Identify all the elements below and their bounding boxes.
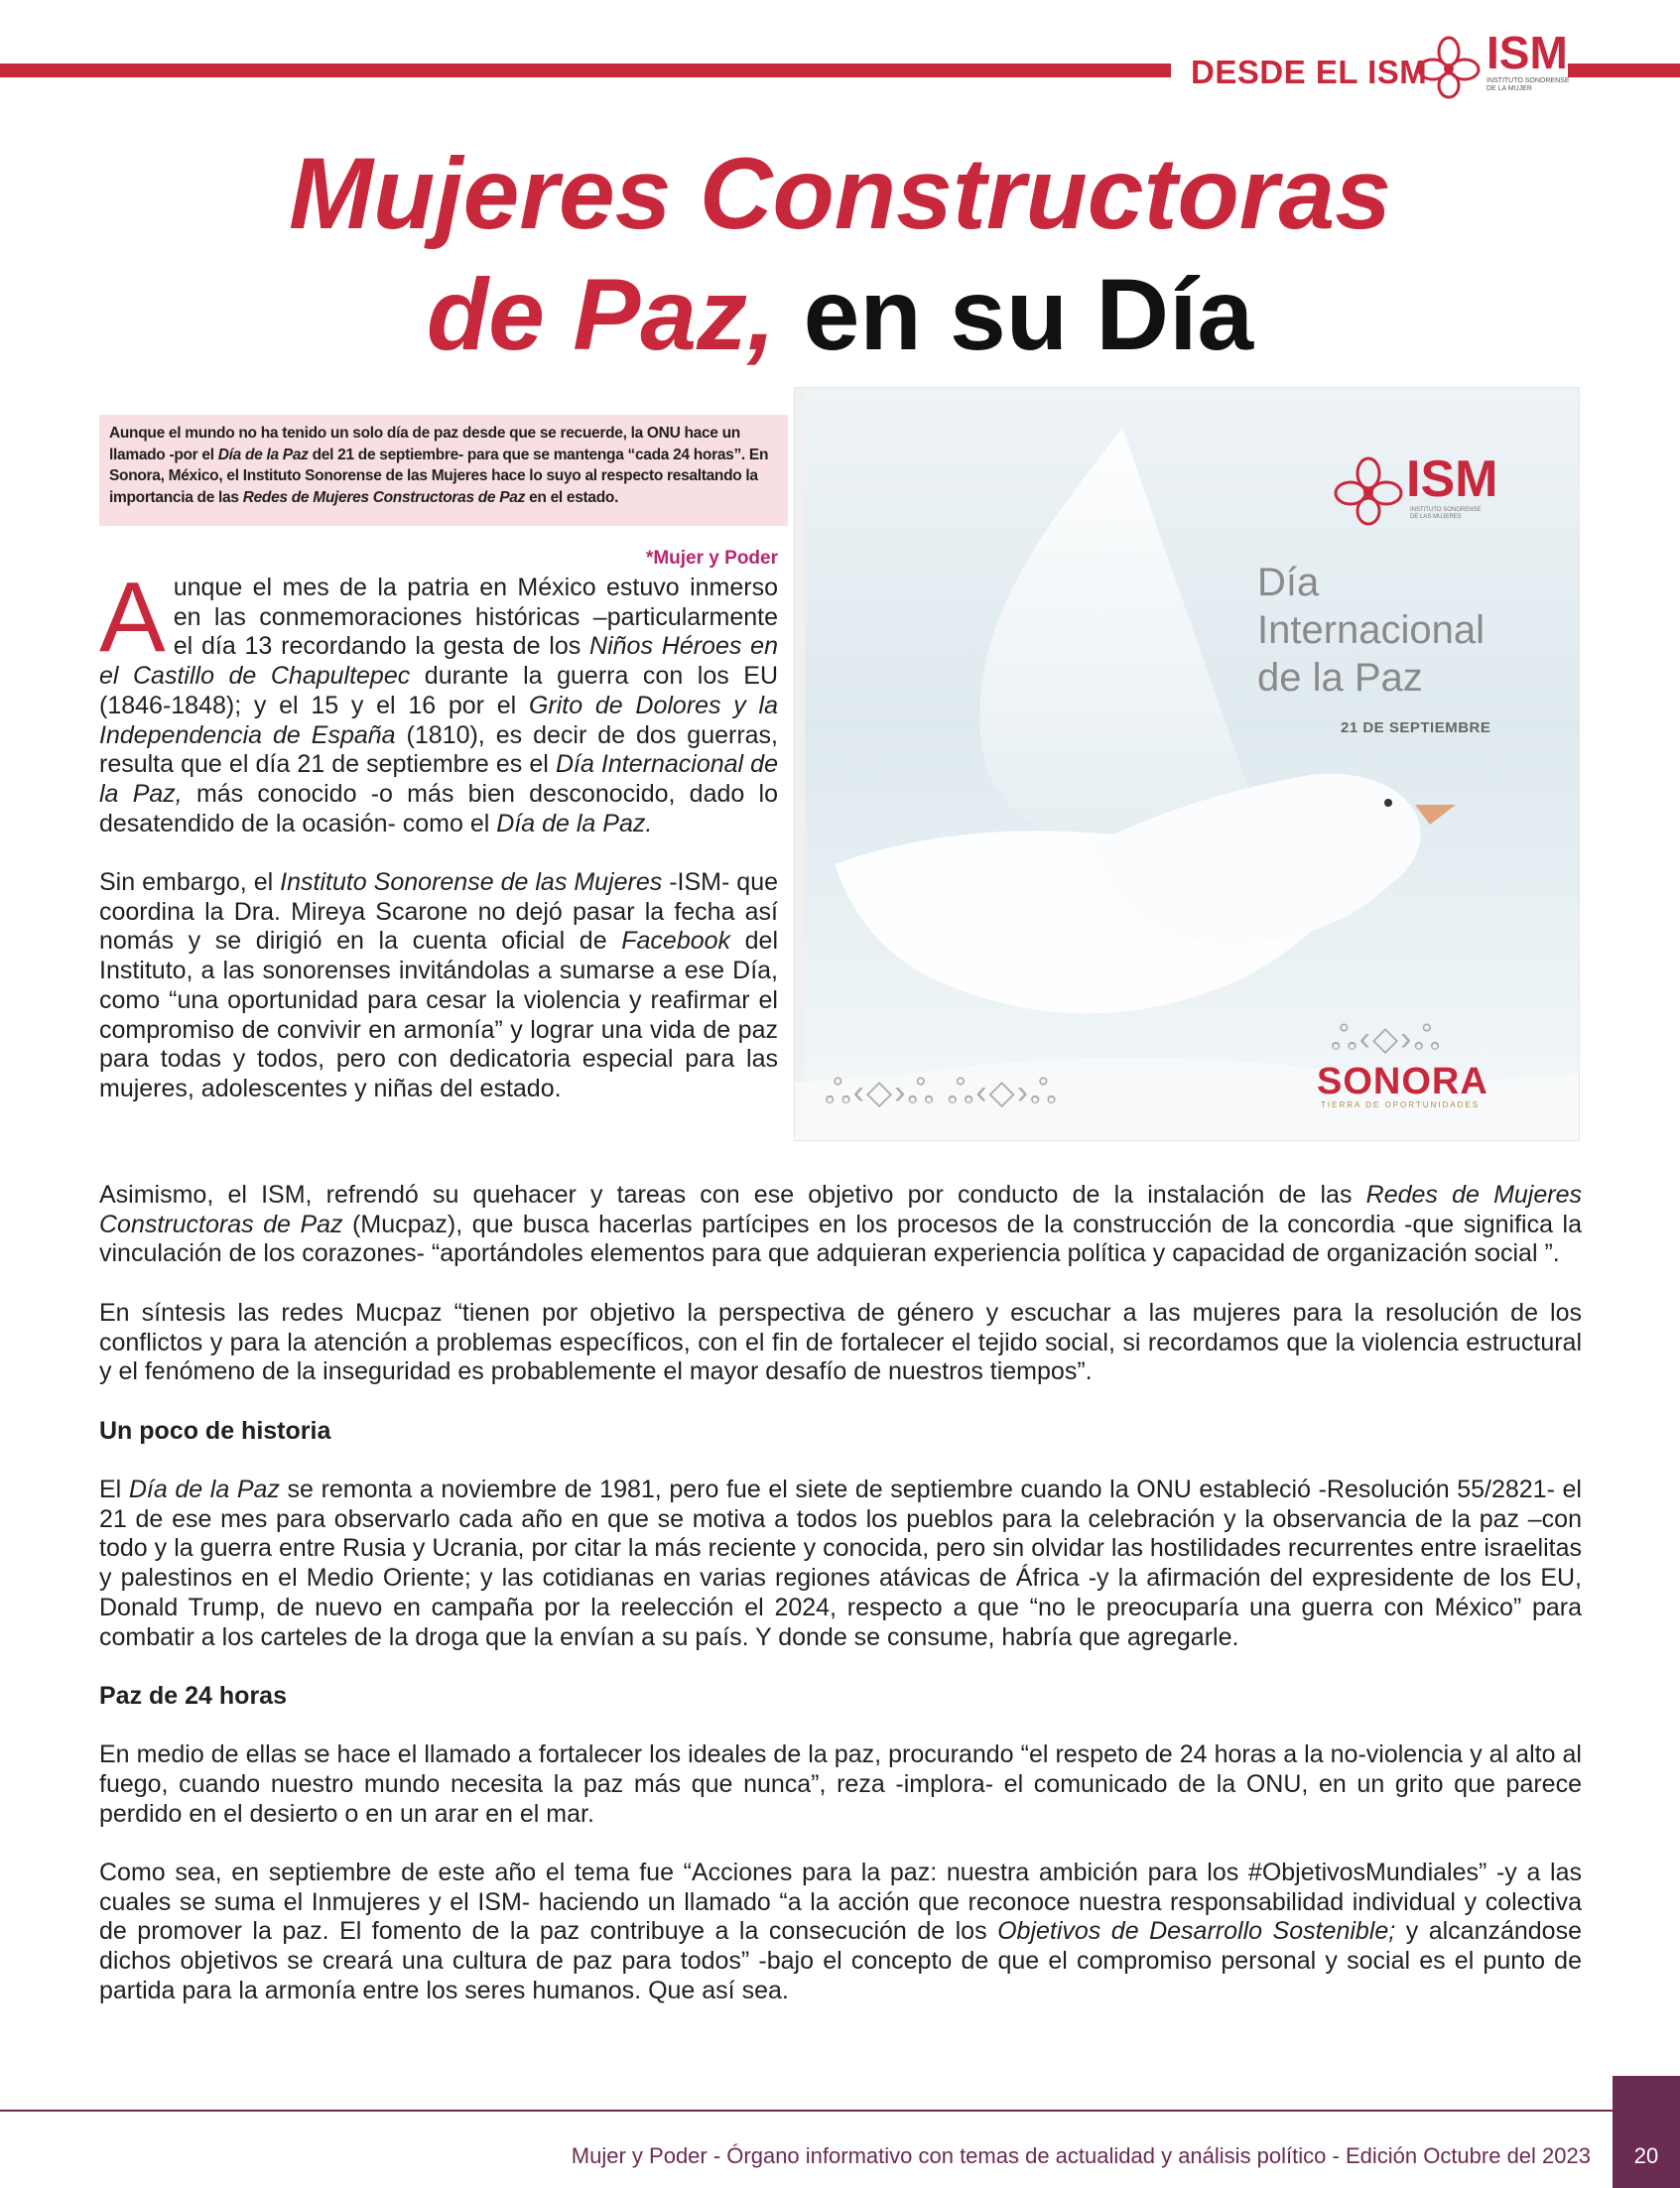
text: -ISM- que coordina la Dra. Mireya Scarone no dejó pasar la fecha así nomás y se dirigió en la cuenta oficial de <box>99 868 779 956</box>
article-column-left <box>99 562 779 1133</box>
text: Asimismo, el ISM, refrendó su quehacer y tareas con ese objetivo por conducto de la instalación de las <box>99 1181 1366 1209</box>
page-number: 20 <box>1613 2076 1680 2188</box>
text: (Mucpaz), que busca hacerlas partícipes en los procesos de la construcción de la concordia -que significa la vinculación de los corazones- “aportándoles elementos para que adquieran experiencia política y capacidad de organización social ”. <box>99 1210 1582 1268</box>
text: Como sea, en septiembre de este año el tema fue “Acciones para la paz: nuestra ambición para los #ObjetivosMundiales” -y a las cuales se suma el Inmujeres y el ISM- haciendo un llamado “a la acción que reconoce nuestra responsabilidad individual y colectiva de promover la paz. El fomento de la paz contribuye a la consecución de los <box>99 1859 1582 1946</box>
italic-text: Día de la Paz. <box>496 809 653 837</box>
summary-italic: Día de la Paz <box>217 446 309 463</box>
poster-logo-text: ISM <box>1406 450 1498 508</box>
text: durante la guerra con los EU (1846-1848); y el 15 y el 16 por el <box>99 662 778 719</box>
page-title-line1 <box>0 137 1680 250</box>
italic-text: Facebook <box>621 927 731 956</box>
italic-text: Redes de Mujeres Constructoras de Paz <box>99 1181 1582 1238</box>
byline: *Mujer y Poder <box>645 548 778 569</box>
paragraph <box>99 1476 1582 1652</box>
text: (1810), es decir de dos guerras, resulta que el día 21 de septiembre es el <box>99 720 778 779</box>
italic-text: Niños Héroes en el Castillo de Chapultepec <box>99 632 778 691</box>
header-rule-right <box>1568 64 1680 77</box>
poster-logo-subtitle: INSTITUTO SONORENSE DE LAS MUJERES <box>1410 507 1482 520</box>
summary-text: del 21 de septiembre- para que se mantenga “cada 24 horas”. En Sonora, México, el Instituto Sonorense de las Mujeres hace lo suyo al respecto resaltando la importancia de las <box>109 446 769 506</box>
paragraph <box>99 868 778 1104</box>
section-label: DESDE EL ISM <box>1191 54 1428 90</box>
text: se remonta a noviembre de 1981, pero fue el siete de septiembre cuando la ONU estableció -Resolución 55/2821- el 21 de ese mes para observarlo cada año en que se motiva a todos los pueblos para la celebración y la observancia de la paz –con todo y la guerra entre Rusia y Ucrania, por citar la más reciente y conocida, pero sin olvidar las hostilidades recurrentes entre israelitas y palestinos en el Medio Oriente; y las cotidianas en varias regiones atávicas de África -y la afirmación del expresidente de los EU, Donald Trump, de nuevo en campaña por la reelección el 2024, respecto a que “no le preocuparía una guerra con México” para combatir a los carteles de la droga que la envían a su país. Y donde se consume, habría que agregarle. <box>99 1475 1582 1651</box>
italic-text: Día de la Paz <box>128 1475 280 1503</box>
paragraph <box>99 1181 1582 1269</box>
poster-date: 21 DE SEPTIEMBRE <box>1341 719 1491 736</box>
footer-text: Mujer y Poder - Órgano informativo con temas de actualidad y análisis político - Edición Octubre del 2023 <box>571 2143 1591 2168</box>
summary-box <box>99 415 788 526</box>
text: unque el mes de la patria en México estuvo inmerso en las conmemoraciones históricas –particularmente el día 13 recordando la gesta de los <box>173 574 778 661</box>
italic-text: Día Internacional de la Paz, <box>99 750 778 808</box>
poster-title-line: Internacional <box>1257 608 1486 652</box>
paragraph <box>99 1859 1582 2006</box>
page-title-line2 <box>0 258 1680 371</box>
title-accent-1: Mujeres Constructoras <box>289 137 1391 250</box>
poster-pattern-left: ஃ‹◇›ஃ ஃ‹◇›ஃ <box>825 1074 1059 1111</box>
italic-text: Instituto Sonorense de las Mujeres <box>280 868 663 897</box>
summary-text: en el estado. <box>525 488 619 506</box>
poster-sonora-logo: SONORA <box>1317 1061 1488 1102</box>
poster-title-line: de la Paz <box>1257 656 1423 700</box>
text: y alcanzándose dichos objetivos se creará una cultura de paz para todos” -bajo el concepto de que el compromiso personal y social es el punto de partida para la armonía entre los seres humanos. Que así sea. <box>99 1917 1582 2004</box>
subheading: Un poco de historia <box>99 1416 331 1445</box>
italic-text: Grito de Dolores y la Independencia de España <box>99 691 778 749</box>
article-column-full <box>99 1181 1582 2035</box>
poster-sonora-tagline: TIERRA DE OPORTUNIDADES <box>1321 1100 1481 1109</box>
text: El <box>99 1475 129 1503</box>
text: del Instituto, a las sonorenses invitándolas a sumarse a ese Día, como “una oportunidad para cesar la violencia y reafirmar el compromiso de convivir en armonía” y lograr una vida de paz para todas y todos, pero con dedicatoria especial para las mujeres, adolescentes y niñas del estado. <box>99 927 779 1102</box>
title-accent-2: de Paz, <box>426 258 776 371</box>
footer-rule <box>0 2110 1613 2112</box>
ism-logo-subtitle: INSTITUTO SONORENSE DE LA MUJER <box>1486 77 1570 92</box>
flower-icon <box>1331 455 1406 529</box>
drop-cap: A <box>99 562 166 673</box>
text: más conocido -o más bien desconocido, dado lo desatendido de la ocasión- como el <box>99 779 778 837</box>
italic-text: Objetivos de Desarrollo Sostenible; <box>997 1917 1396 1946</box>
text: Sin embargo, el <box>99 868 281 897</box>
poster-image <box>794 387 1580 1141</box>
poster-pattern-right: ஃ‹◇›ஃ <box>1331 1020 1443 1058</box>
subheading: Paz de 24 horas <box>99 1681 287 1710</box>
ism-logo <box>1415 27 1574 101</box>
paragraph <box>99 562 778 838</box>
summary-text: Aunque el mundo no ha tenido un solo día de paz desde que se recuerde, la ONU hace un llamado -por el <box>109 425 740 463</box>
header-rule-left <box>0 64 1171 77</box>
paragraph: En medio de ellas se hace el llamado a fortalecer los ideales de la paz, procurando “el respeto de 24 horas a la no-violencia y al alto al fuego, cuando nuestro mundo necesita la paz más que nunca”, reza -implora- el comunicado de la ONU, en un grito que parece perdido en el desierto o en un arar en el mar. <box>99 1740 1582 1828</box>
poster-title <box>1257 559 1485 702</box>
paragraph: En síntesis las redes Mucpaz “tienen por objetivo la perspectiva de género y escuchar a las mujeres para la resolución de los conflictos y para la atención a problemas específicos, con el fin de fortalecer el tejido social, si recordamos que la violencia estructural y el fenómeno de la inseguridad es probablemente el mayor desafío de nuestros tiempos”. <box>99 1298 1582 1386</box>
summary-italic: Redes de Mujeres Constructoras de Paz <box>242 488 526 506</box>
title-plain: en su Día <box>803 258 1254 371</box>
poster-ism-logo <box>1331 450 1529 523</box>
ism-logo-text: ISM <box>1486 27 1568 78</box>
flower-icon <box>1415 36 1483 99</box>
poster-title-line: Día <box>1257 561 1320 604</box>
